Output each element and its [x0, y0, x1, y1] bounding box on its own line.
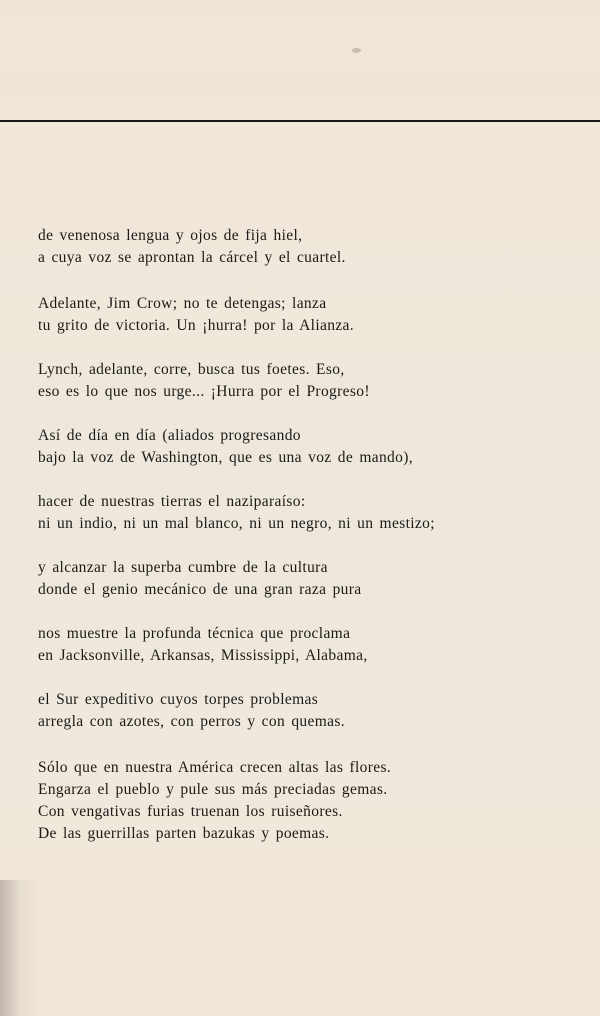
horizontal-rule	[0, 120, 600, 122]
stanza-8	[38, 689, 578, 733]
poem-line: Lynch, adelante, corre, busca tus foetes. Eso,	[38, 361, 345, 378]
poem-line: Con vengativas furias truenan los ruiseñores.	[38, 803, 343, 820]
paper-smudge	[352, 48, 361, 53]
stanza-5	[38, 491, 578, 535]
stanza-9	[38, 757, 578, 845]
poem-line: a cuya voz se aprontan la cárcel y el cuartel.	[38, 249, 346, 266]
poem-line: nos muestre la profunda técnica que proclama	[38, 625, 351, 642]
poem-line: donde el genio mecánico de una gran raza pura	[38, 581, 362, 598]
poem-line: Adelante, Jim Crow; no te detengas; lanza	[38, 295, 327, 312]
poem-line: tu grito de victoria. Un ¡hurra! por la Alianza.	[38, 317, 355, 334]
poem-line: hacer de nuestras tierras el naziparaíso:	[38, 493, 306, 510]
stanza-6	[38, 557, 578, 601]
stanza-3	[38, 359, 578, 403]
stanza-7	[38, 623, 578, 667]
poem-line: Así de día en día (aliados progresando	[38, 427, 301, 444]
stanza-4	[38, 425, 578, 469]
poem-line: ni un indio, ni un mal blanco, ni un negro, ni un mestizo;	[38, 515, 435, 532]
stanza-1	[38, 225, 578, 269]
poem-line: eso es lo que nos urge... ¡Hurra por el Progreso!	[38, 383, 370, 400]
poem-line: Sólo que en nuestra América crecen altas las flores.	[38, 759, 392, 776]
poem-line: en Jacksonville, Arkansas, Mississippi, Alabama,	[38, 647, 368, 664]
page-edge-shadow	[0, 880, 40, 1016]
poem-line: Engarza el pueblo y pule sus más preciadas gemas.	[38, 781, 388, 798]
stanza-2	[38, 293, 578, 337]
poem-line: el Sur expeditivo cuyos torpes problemas	[38, 691, 319, 708]
poem-line: y alcanzar la superba cumbre de la cultura	[38, 559, 328, 576]
poem-line: De las guerrillas parten bazukas y poemas.	[38, 825, 330, 842]
poem-line: arregla con azotes, con perros y con quemas.	[38, 713, 345, 730]
poem-line: de venenosa lengua y ojos de fija hiel,	[38, 227, 303, 244]
poem-line: bajo la voz de Washington, que es una voz de mando),	[38, 449, 413, 466]
